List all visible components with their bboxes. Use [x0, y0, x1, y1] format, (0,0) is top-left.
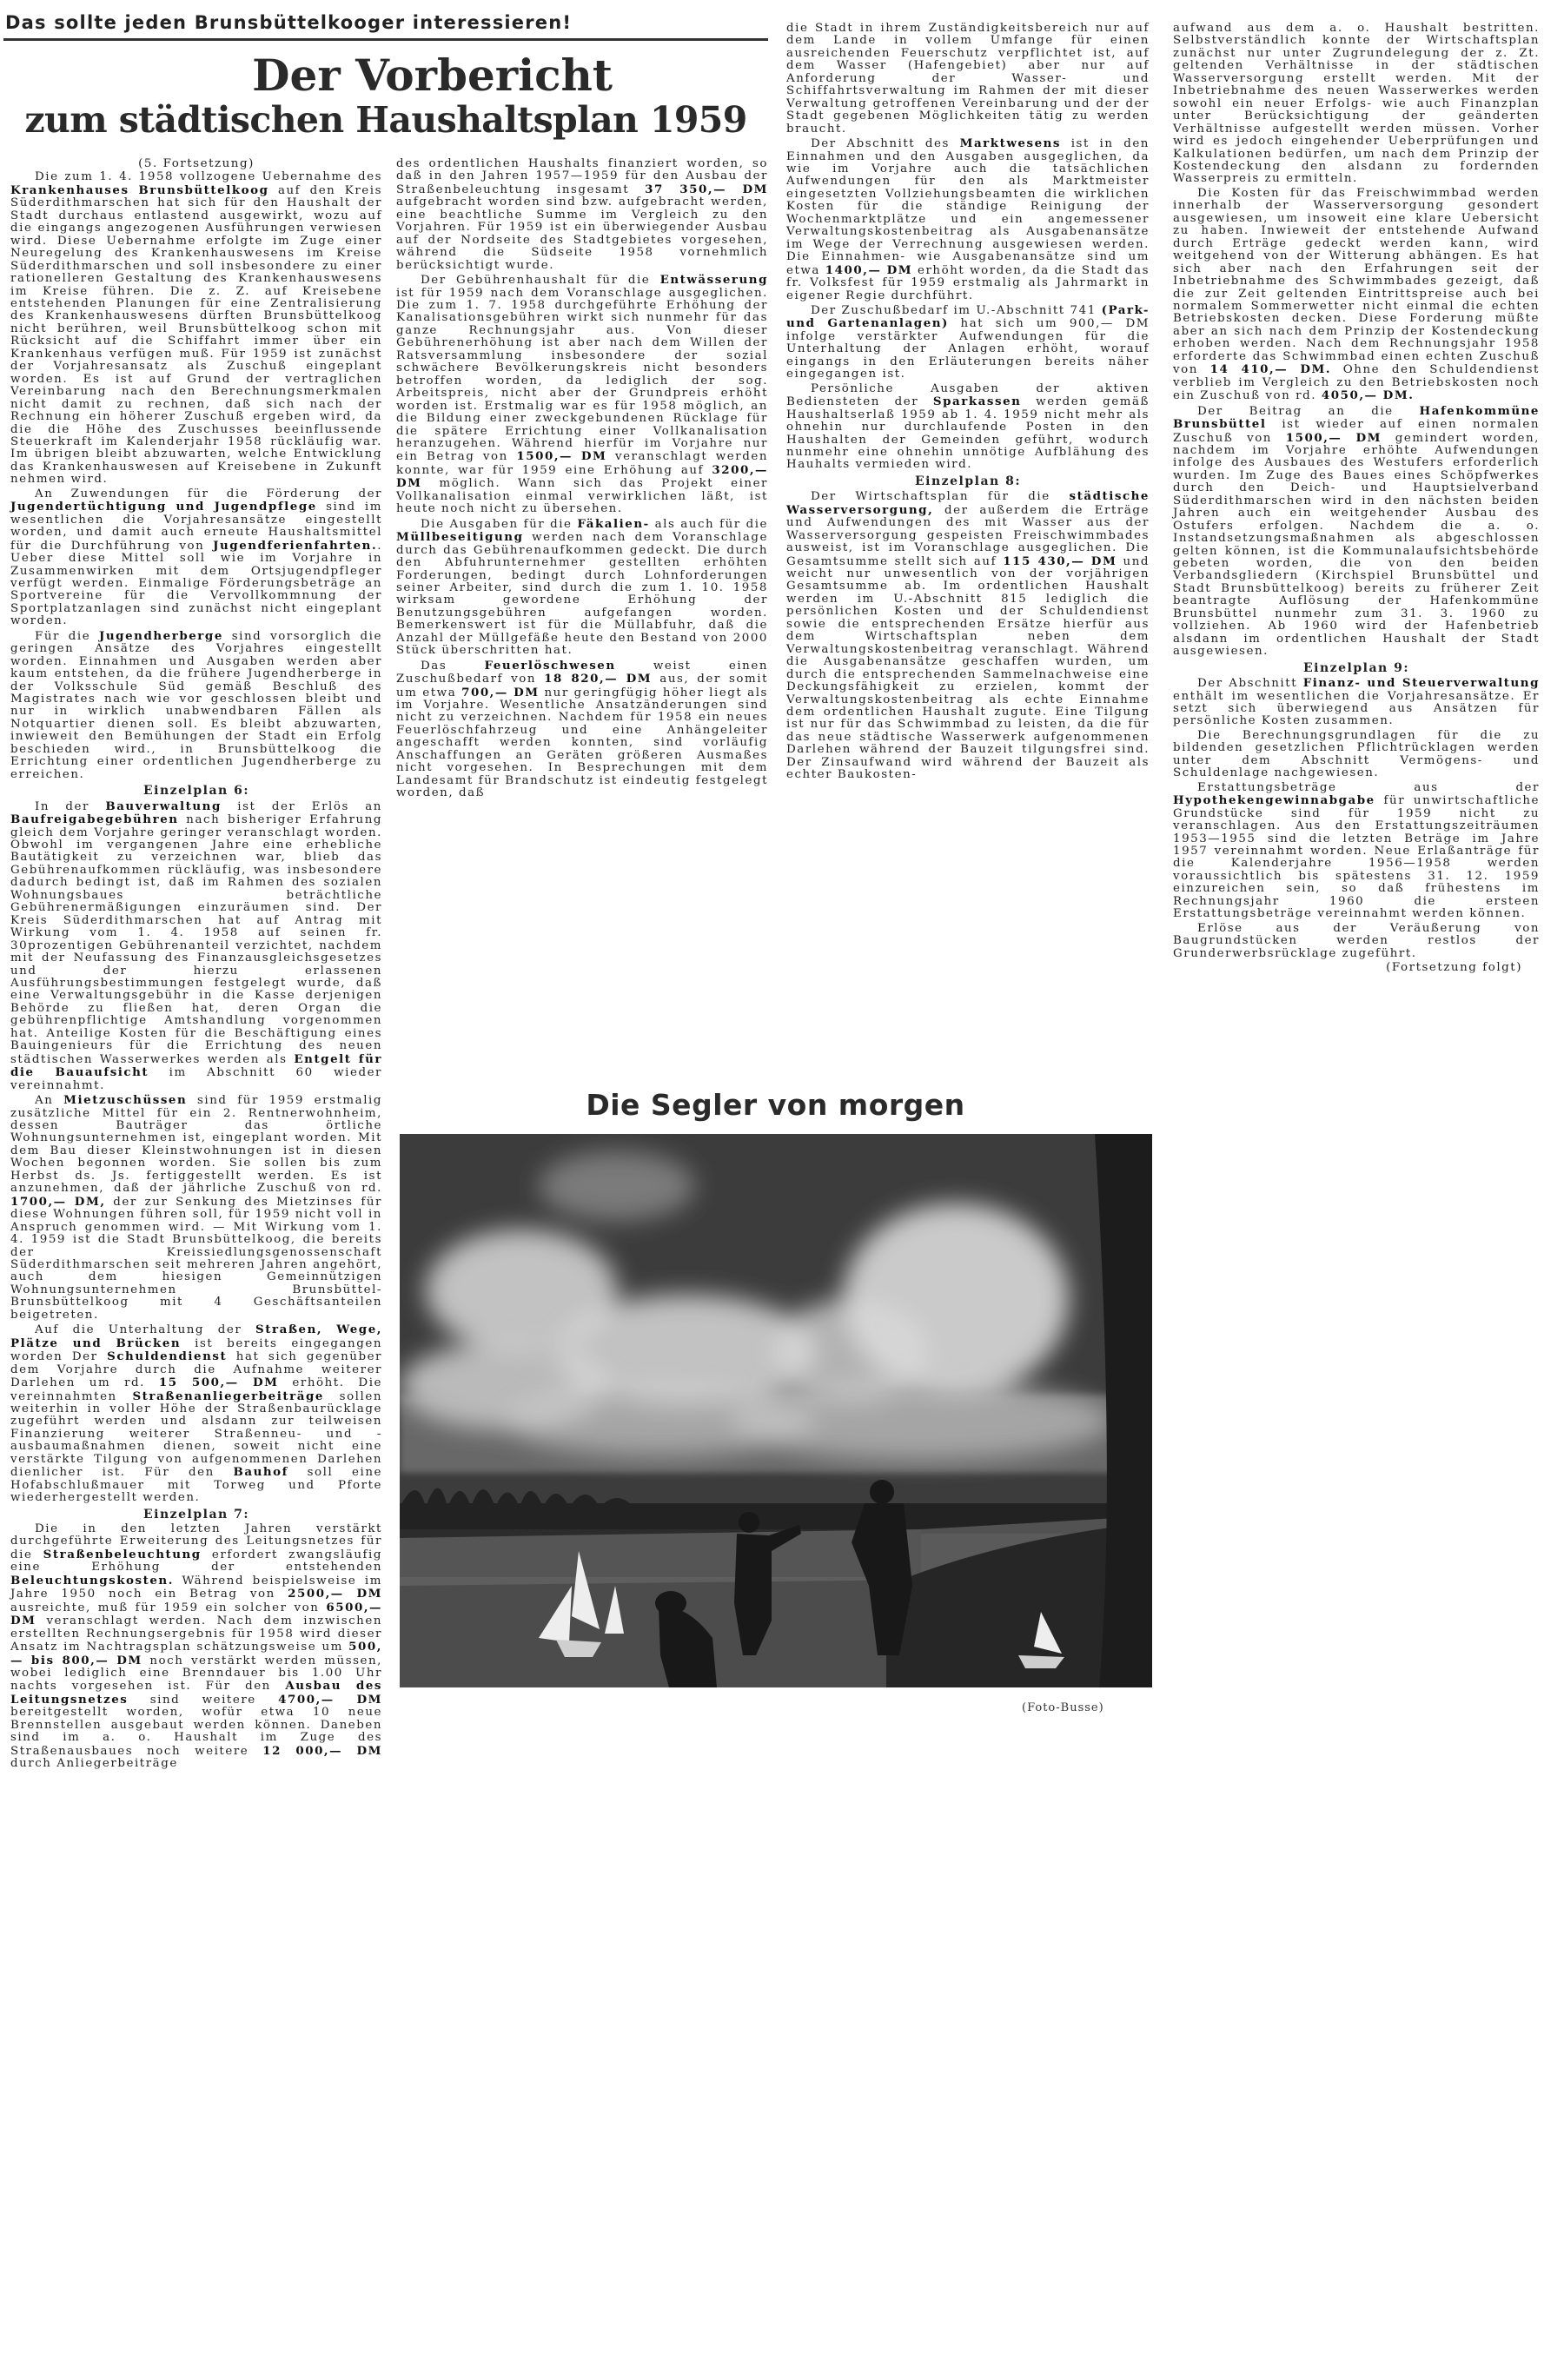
paragraph-text: Die in den letzten Jahren verstärkt durchgeführte Erweiterung des Leitungsnetzes für die	[10, 1522, 382, 1561]
paragraph-text: sind weitere	[128, 1693, 279, 1707]
kicker-rule	[3, 38, 768, 41]
paragraph-text: nach bisheriger Erfahrung gleich dem Vorjahre geringer veranschlagt worden. Obwohl im vergangenen Jahre eine erhebliche Bautätigkeit zu verzeichnen war, blieb das Gebührenaufkommen rückläufig, was insbesondere dadurch bedingt ist, daß im Rahmen des sozialen Wohnungsbaues beträchtliche Gebührenermäßigungen einzuräumen sind. Der Kreis Süderdithmarschen hat auf Antrag mit Wirkung vom 1. 4. 1958 auf seinen fr. 30prozentigen Gebührenanteil verzichtet, nachdem mit der Neufassung des Finanzausgleichsgesetzes und der hierzu erlassenen Ausführungsbestimmungen festgelegt wurde, daß eine Verwaltungsgebühr in die Kasse derjenigen Behörde zu fließen hat, deren Organ die gebührenpflichtige Amtshandlung vorgenommen hat. Anteilige Kosten für die Beschäftigung eines Bauingenieurs für die Errichtung des neuen städtischen Wasserwerkes werden als	[10, 813, 382, 1066]
bold-term: Marktwesens	[959, 136, 1062, 151]
paragraph-text: ist für 1959 nach dem Voranschlage ausgeglichen. Die zum 1. 7. 1958 durchgeführte Erhöhung der Kanalisationsgebühren wirkt sich nunmehr für das ganze Rechnungsjahr aus. Von dieser Gebührenerhöhung ist aber nach dem Willen der Ratsversammlung insbesondere der sozial schwächere Bevölkerungskreis nicht besonders betroffen worden, da lediglich der sog. Arbeitspreis, nicht aber der Grundpreis erhöht worden ist. Erstmalig war es für 1958 möglich, an die Bildung einer zweckgebundenen Rücklage für die spätere Errichtung einer Vollkanalisation heranzugehen. Während hierfür im Vorjahre nur ein Betrag von	[396, 286, 768, 464]
paragraph-text: hat sich gegenüber dem Vorjahre durch die Aufnahme weiterer Darlehen um rd.	[10, 1350, 383, 1390]
bold-term: Bauhof	[233, 1465, 288, 1480]
continued-note: (Fortsetzung folgt)	[1386, 961, 1522, 975]
article-column-4	[1173, 23, 1540, 977]
article-paragraph	[1173, 782, 1540, 921]
photo-model-sailboats	[400, 1134, 1152, 1687]
paragraph-text: Der Zuschußbedarf im U.-Abschnitt 741	[811, 303, 1102, 317]
paragraph-text: werden nach dem Voranschlage durch das Gebührenaufkommen gedeckt. Die durch den Abfuhrunternehmer gestellten erhöhten Forderungen, bedingt durch Lohnforderungen seiner Arbeiter, sind durch die zum 1. 10. 1958 wirksam gewordene Erhöhung der Benutzungsgebühren aufgefangen worden. Bemerkenswert ist für die Müllabfuhr, daß die Anzahl der Müllgefäße heute den Bestand von 2000 Stück überschritten hat.	[396, 531, 768, 658]
paragraph-text: soll eine Hofabschlußmauer mit Torweg und Pforte wiederhergestellt werden.	[10, 1466, 382, 1505]
headline-line-1: Der Vorbericht	[252, 50, 613, 101]
paragraph-text: An	[35, 1094, 64, 1108]
bold-term: Hypothekengewinnabgabe	[1173, 793, 1375, 808]
bold-term: 115 430,— DM	[1003, 554, 1117, 568]
bold-term: Jugendferienfahrten.	[213, 538, 378, 553]
paragraph-text: Der Beitrag an die	[1197, 404, 1420, 418]
photo-credit: (Foto-Busse)	[1022, 1701, 1104, 1714]
article-paragraph	[10, 1094, 382, 1322]
article-paragraph	[396, 274, 768, 516]
section-heading: Einzelplan 7:	[143, 1507, 249, 1521]
kicker-line: Das sollte jeden Brunsbüttelkooger interessieren!	[5, 12, 573, 33]
bold-term: 18 820,— DM	[544, 672, 653, 686]
bold-term: 12 000,— DM	[262, 1743, 382, 1758]
paragraph-text: und weicht nur unwesentlich von der vorjährigen Gesamtsumme ab. Im ordentlichen Haushalt werden im U.-Abschnitt 815 lediglich die persönlichen Kosten und der Schuldendienst sowie die entsprechenden Ersätze hierfür aus dem Wirtschaftsplan neben dem Verwaltungskostenbeitrag veranschlagt. Während die Ausgabenansätze geschaffen wurden, um durch die entsprechenden Sammelnachweise eine Deckungsfähigkeit zu erzielen, kommt der Verwaltungskostenbeitrag als echte Einnahme dem ordentlichen Haushalt zugute. Eine Tilgung ist nur für das Schwimmbad zu leisten, da die für das neue städtische Wasserwerk aufgenommenen Darlehen während der Bauzeit tilgungsfrei sind. Der Zinsaufwand wird während der Bauzeit als echter Baukosten-	[786, 554, 1150, 782]
paragraph-text: Während beispielsweise im Jahre 1950 noch ein Betrag von	[10, 1574, 382, 1601]
paragraph-text: die Stadt in ihrem Zuständigkeitsbereich nur auf dem Lande in vollem Umfange für einen ausreichenden Feuerschutz verpflichtet ist, auf dem Wasser (Hafengebiet) aber nur auf Anforderung der Wasser- und Schiffahrtsverwaltung im Rahmen der mit dieser Verwaltung getroffenen Vereinbarung und der der Stadt gegebenen Möglichkeiten tätig zu werden braucht.	[786, 22, 1150, 136]
paragraph-text: ist bereits eingegangen worden Der	[10, 1336, 382, 1364]
section-heading: Einzelplan 8:	[915, 474, 1021, 488]
article-paragraph	[10, 1323, 382, 1504]
paragraph-text: des ordentlichen Haushalts finanziert worden, so daß in den Jahren 1957—1959 für den Ausbau der Straßenbeleuchtung insgesamt	[396, 157, 768, 196]
paragraph-text: . Ueber diese Mittel soll wie im Vorjahre in Zusammenwirken mit dem Ortsjugendpfleger verfügt werden. Einmalige Förderungsbeträge an Sportvereine für die Vervollkommnung der Sportplatzanlagen sind zunächst nicht eingeplant worden.	[10, 539, 382, 628]
paragraph-text: für unwirtschaftliche Grundstücke sind für 1959 nicht zu veranschlagen. Aus den Erstattungszeiträumen 1953—1955 sind die letzten Beträge im Jahre 1957 vereinnahmt worden. Neue Erlaßanträge für die Kalenderjahre 1956—1958 werden voraussichtlich bis spätestens 31. 12. 1959 einzureichen sein, so daß frühestens im Rechnungsjahr 1960 die ersteen Erstattungsbeträge vereinnahmt werden können.	[1173, 794, 1540, 921]
paragraph-text: ist in den Einnahmen und den Ausgaben ausgeglichen, da wie im Vorjahre auch die tatsächlichen Aufwendungen für den als Marktmeister eingesetzten Vollziehungsbeamten die wirklichen Kosten für die ständige Reinigung der Wochenmarktplätze und ein angemessener Verwaltungskostenbeitrag als Ausgabenansätze im Wege der Verrechnung ausgewiesen werden. Die Einnahmen- wie Ausgabenansätze sind um etwa	[786, 137, 1150, 277]
bold-term: Sparkassen	[932, 394, 1022, 409]
article-paragraph	[1173, 923, 1540, 960]
bold-term: 2500,— DM	[288, 1587, 382, 1601]
paragraph-text: Der Abschnitt	[1197, 677, 1303, 691]
article-paragraph	[1173, 677, 1540, 728]
article-paragraph	[10, 800, 382, 1092]
paragraph-text: Persönliche Ausgaben der aktiven Bediensteten der	[786, 381, 1150, 409]
article-paragraph	[786, 383, 1150, 472]
paragraph-text: Erstattungsbeträge aus der	[1197, 780, 1540, 794]
bold-term: 4050,— DM.	[1321, 388, 1415, 403]
article-paragraph	[396, 158, 768, 272]
paragraph-text: sind für 1959 erstmalig zusätzliche Mittel für ein 2. Rentnerwohnheim, dessen Bauträger das örtliche Wohnungsunternehmen ist, eingeplant worden. Mit dem Bau dieser Kleinstwohnungen ist in diesen Wochen begonnen worden. Sie sollen bis zum Herbst ds. Js. fertiggestellt werden. Es ist anzunehmen, daß der jährliche Zuschuß von rd.	[10, 1094, 382, 1196]
bold-term: 1500,— DM	[516, 449, 607, 464]
paragraph-text: sind im wesentlichen die Vorjahresansätze eingestellt worden, und damit auch erneute Haushaltsmittel für die Durchführung von	[10, 501, 383, 553]
bold-term: 14 410,— DM.	[1209, 362, 1332, 377]
bold-term: Mietzuschüssen	[63, 1093, 188, 1108]
paragraph-text: als auch für die	[649, 517, 768, 531]
paragraph-text: enthält im wesentlichen die Vorjahresansätze. Er setzt sich überwiegend aus Ansätzen für persönliche Kosten zusammen.	[1173, 689, 1540, 728]
article-paragraph	[10, 630, 382, 781]
paragraph-text: sollen weiterhin in voller Höhe der Straßenbaurücklage zugeführt werden und alsdann zur teilweisen Finanzierung weiterer Straßenneu- und -ausbaumaßnahmen dienen, soweit nicht eine verstärkte Tilgung von aufgenommenen Darlehen dienlicher ist. Für den	[10, 1389, 382, 1480]
paragraph-text: Die Ausgaben für die	[421, 517, 578, 531]
bold-term: 15 500,— DM	[158, 1376, 279, 1390]
bold-term: Hafenkommüne Brunsbüttel	[1173, 403, 1540, 432]
paragraph-text: bereitgestellt worden, wofür etwa 10 neue Brennstellen ausgebaut werden können. Daneben sind im a. o. Haushalt im Zuge des Straßenausbaues noch weitere	[10, 1706, 382, 1758]
bold-term: Straßen, Wege, Plätze und Brücken	[10, 1323, 382, 1350]
bold-term: Müllbeseitigung	[396, 530, 524, 545]
paragraph-text: aufwand aus dem a. o. Haushalt bestritten. Selbstverständlich konnte der Wirtschaftsplan zunächst nur unter Zugrundelegung der z. Zt. geltenden Verhältnisse in der städtischen Wasserversorgung erstellt werden. Mit der Inbetriebnahme des neuen Wasserwerkes werden sowohl ein neuer Erfolgs- wie auch Finanzplan unter Berücksichtigung der geänderten Verhältnisse aufgestellt werden müssen. Vorher wird es jedoch eingehender Ueberprüfungen und Kalkulationen bedürfen, um nach dem Prinzip der Kostendeckung den alsdann zu fordernden Wasserpreis zu ermitteln.	[1173, 22, 1540, 186]
paragraph-text: nur geringfügig höher liegt als im Vorjahre. Wesentliche Ansatzänderungen sind nicht zu verzeichnen. Nachdem für 1958 ein neues Feuerlöschfahrzeug und eine Anhängeleiter angeschafft werden konnten, sind vorläufig Anschaffungen an Geräten größeren Ausmaßes nicht vorgesehen. In Besprechungen mit dem Landesamt für Brandschutz ist eindeutig festgelegt worden, daß	[396, 686, 768, 800]
bold-term: Schuldendienst	[107, 1349, 228, 1364]
bold-term: 1400,— DM	[825, 262, 913, 277]
paragraph-text: sind vorsorglich die geringen Ansätze des Vorjahres eingestellt worden. Einnahmen und Ausgaben werden aber kaum entstehen, da die frühere Jugendherberge in der Volksschule Süd gemäß Beschluß des Magistrates nach wie vor geschlossen bleibt und nur in wirklich unabwendbaren Fällen als Notquartier dienen soll. Es bleibt abzuwarten, inwieweit den Bemühungen der Stadt ein Erfolg beschieden wird., in Brunsbüttelkoog die Errichtung einer ordentlichen Jugendherberge zu erreichen.	[10, 629, 382, 781]
bold-term: 1500,— DM	[1285, 430, 1382, 445]
paragraph-text: der zur Senkung des Mietzinses für diese Wohnungen führen soll, für 1959 nicht voll in Anspruch genommen wird. — Mit Wirkung vom 1. 4. 1959 ist die Stadt Brunsbüttelkoog, die bereits der Kreissiedlungsgenossenschaft Süderdithmarschen seit mehreren Jahren angehört, auch dem hiesigen Gemeinnützigen Wohnungsunternehmen Brunsbüttel-Brunsbüttelkoog mit 4 Geschäftsanteilen beigetreten.	[10, 1195, 382, 1322]
paragraph-text: Die Berechnungsgrundlagen für die zu bildenden gesetzlichen Pflichtrücklagen werden unter dem Abschnitt Vermögens- und Schuldenlage nachgewiesen.	[1173, 728, 1540, 780]
paragraph-text: veranschlagt werden konnte, war für 1959 eine Erhöhung auf	[396, 450, 768, 477]
bold-term: 700,— DM	[461, 685, 540, 699]
article-column-3	[786, 23, 1150, 784]
article-paragraph	[396, 660, 768, 800]
paragraph-text: Ohne den Schuldendienst verblieb im Vergleich zu den Betriebskosten noch ein Zuschuß von rd.	[1173, 363, 1540, 403]
article-paragraph	[10, 1523, 382, 1771]
paragraph-text: durch Anliegerbeiträge	[10, 1757, 178, 1771]
paragraph-text: erhöht. Die vereinnahmten	[10, 1376, 382, 1403]
bold-term: Jugendherberge	[99, 628, 223, 643]
bold-term: Feuerlöschwesen	[484, 658, 616, 673]
article-column-2	[396, 158, 768, 802]
article-paragraph	[786, 137, 1150, 302]
paragraph-text: aufgebracht worden sind bzw. aufgebracht werden, eine beachtliche Summe im Vergleich zu den Vorjahren. Für 1959 ist ein überwiegender Ausbau auf der Nordseite des Stadtgebietes vorgesehen, während die Südseite 1958 vornehmlich berücksichtigt wurde.	[396, 196, 768, 272]
paragraph-text: möglich. Wann sich das Projekt einer Vollkanalisation einmal verwirklichen läßt, ist heute noch nicht zu übersehen.	[396, 477, 768, 516]
bold-term: städtische Wasserversorgung,	[786, 489, 1150, 517]
paragraph-text: der außerdem die Erträge und Aufwendungen des mit Wasser aus der Wasserversorgung gespeisten Freischwimmbades ausweist, ist im Voranschlage ausgeglichen. Die Gesamtsumme stellt sich auf	[786, 503, 1150, 568]
paragraph-text: ausreichte, muß für 1959 ein solcher von	[10, 1601, 327, 1614]
paragraph-text: Der Abschnitt des	[811, 137, 960, 151]
paragraph-text: ist der Erlös an	[221, 799, 382, 813]
paragraph-text: Der Wirtschaftsplan für die	[811, 490, 1070, 504]
bold-term: Entwässerung	[659, 273, 768, 288]
bold-term: 1700,— DM,	[10, 1194, 106, 1209]
article-paragraph	[1173, 405, 1540, 659]
paragraph-text: aus, der somit um etwa	[396, 673, 768, 699]
paragraph-text: Das	[421, 659, 485, 673]
bold-term: 37 350,— DM	[645, 182, 768, 196]
bold-term: Beleuchtungskosten.	[10, 1573, 174, 1588]
paragraph-text: erhöht worden, da die Stadt das fr. Volksfest für 1959 erstmalig als Jahrmarkt in eigener Regie durchführt.	[786, 263, 1150, 302]
paragraph-text: noch verstärkt werden müssen, wobei lediglich eine Brenndauer bis 1.00 Uhr nachts vorgesehen ist. Für den	[10, 1654, 382, 1694]
article-paragraph	[1173, 188, 1540, 403]
bold-term: Krankenhauses Brunsbüttelkoog	[10, 182, 269, 197]
article-paragraph	[786, 490, 1150, 781]
article-paragraph	[10, 171, 382, 486]
paragraph-text: Erlöse aus der Veräußerung von Baugrundstücken werden restlos der Grunderwerbsrücklage zugeführt.	[1173, 921, 1540, 960]
bold-term: Baufreigabegebühren	[10, 812, 179, 827]
paragraph-text: In der	[35, 799, 106, 813]
paragraph-text: ist wieder auf einen normalen Zuschuß von	[1173, 418, 1540, 445]
paragraph-text: auf den Kreis Süderdithmarschen hat sich für den Haushalt der Stadt durchaus entlastend ausgewirkt, wozu auf die eingangs angezogenen Ausführungen verwiesen wird. Diese Uebernahme erfolgte im Zuge einer Neuregelung des Krankenhauswesens im Kreise Süderdithmarschen und soll insbesondere zu einer rationelleren Gestaltung des Krankenhauswesens im Kreise führen. Die z. Z. auf Kreisebene entstehenden Planungen für eine Zentralisierung des Krankenhauswesens dürften Brunsbüttelkoog nicht berühren, weil Brunsbüttelkoog schon mit Rücksicht auf die Schiffahrt immer über ein Krankenhaus verfügen muß. Für 1959 ist zunächst der Vorjahresansatz als Zuschuß eingeplant worden. Es ist auf Grund der vertraglichen Vereinbarung nach den Berechnungsmerkmalen nicht damit zu rechnen, daß sich nach der Rechnung ein höherer Zuschuß ergeben wird, da die die Höhe des Zuschusses beeinflussende Steuerkraft im Kalenderjahr 1958 rückläufig war. Im übrigen bleibt abzuwarten, welche Entwicklung das Krankenhauswesen auf Kreisebene in Zukunft nehmen wird.	[10, 183, 382, 487]
bold-term: Fäkalien-	[577, 516, 650, 531]
article-paragraph	[396, 518, 768, 658]
paragraph-text: veranschlagt werden. Nach dem inzwischen erstellten Rechnungsergebnis für 1958 wird dieser Ansatz im Nachtragsplan schätzungsweise um	[10, 1614, 382, 1654]
bold-term: 500,— bis 800,— DM	[10, 1640, 382, 1667]
bold-term: Finanz- und Steuerverwaltung	[1302, 676, 1540, 691]
article-paragraph	[786, 304, 1150, 381]
headline-line-2: zum städtischen Haushaltsplan 1959	[24, 99, 747, 141]
bold-term: Straßenanliegerbeiträge	[132, 1389, 324, 1403]
bold-term: 3200,— DM	[396, 462, 768, 491]
paragraph-text: weist einen Zuschußbedarf von	[396, 659, 768, 686]
paragraph-text: werden gemäß Haushaltserlaß 1959 ab 1. 4. 1959 nicht mehr als ohnehin nur durchlaufende Posten in den Haushalten der Gemeinden geführt, wodurch nunmehr eine ohnehin unnötige Aufblähung des Hauhalts vermieden wird.	[786, 395, 1150, 472]
bold-term: Jugendertüchtigung und Jugendpflege	[10, 500, 317, 514]
bold-term: 6500,— DM	[10, 1600, 382, 1628]
paragraph-text: Auf die Unterhaltung der	[35, 1323, 256, 1337]
bold-term: (Park- und Gartenanlagen)	[786, 302, 1150, 331]
paragraph-text: Für die	[35, 629, 100, 643]
article-paragraph	[10, 488, 382, 628]
section-heading: Einzelplan 9:	[1303, 660, 1409, 675]
photo-headline: Die Segler von morgen	[586, 1088, 965, 1122]
paragraph-text: gemindert worden, nachdem im Vorjahre erhöhte Aufwendungen infolge des Ausbaues des Westufers erforderlich wurden. Im Zuge des Baues eines Schöpfwerkes durch den Deich- und Hauptsielverband Süderdithmarschen wird in den nächsten beiden Jahren auch ein weitgehender Ausbau des Ostufers erfolgen. Nachdem die a. o. Instandsetzungsmaßnahmen als abgeschlossen gelten können, ist die Kommunalaufsichtsbehörde gebeten worden, die von den beiden Verbandsgliedern (Kirchspiel Brunsbüttel und Stadt Brunsbüttelkoog) bereits zu früherer Zeit beantragte Auflösung der Hafenkommüne Brunsbüttel nunmehr zum 31. 3. 1960 zu vollziehen. Ab 1960 wird der Hafenbetrieb alsdann im ordentlichen Haushalt der Stadt ausgewiesen.	[1173, 431, 1540, 659]
bold-term: Ausbau des Leitungsnetzes	[10, 1679, 382, 1707]
paragraph-text: im Abschnitt 60 wieder vereinnahmt.	[10, 1066, 382, 1092]
article-column-1	[10, 158, 382, 1773]
paragraph-text: An Zuwendungen für die Förderung der	[35, 487, 382, 501]
bold-term: 4700,— DM	[278, 1692, 382, 1707]
bold-term: Entgelt für die Bauaufsicht	[10, 1051, 382, 1080]
paragraph-text: hat sich um 900,— DM infolge verstärkter Aufwendungen für die Unterhaltung der Anlagen erhöht, worauf eingangs in den Erläuterungen bereits näher eingegangen ist.	[786, 317, 1150, 381]
article-paragraph	[786, 23, 1150, 136]
continuation-note: (5. Fortsetzung)	[138, 157, 255, 170]
paragraph-text: Die zum 1. 4. 1958 vollzogene Uebernahme des	[35, 170, 382, 184]
bold-term: Straßenbeleuchtung	[43, 1547, 202, 1561]
paragraph-text: Der Gebührenhaushalt für die	[421, 274, 660, 288]
paragraph-text: Die Kosten für das Freischwimmbad werden innerhalb der Wasserversorgung gesondert ausgewiesen, um insoweit eine klare Uebersicht zu haben. Inwieweit der entstehende Aufwand durch Erträge gedeckt werden kann, wird weitgehend von der Witterung abhängen. Es hat sich aber nach den Erfahrungen seit der Inbetriebnahme des Schwimmbades gezeigt, daß die zur Zeit geltenden Eintrittspreise auch bei normalem Sommerwetter nicht einmal die echten Betriebskosten decken. Diese Forderung müßte aber an sich nach dem Prinzip der Kostendeckung erhoben werden. Nach dem Rechnungsjahr 1958 erforderte das Schwimmbad einen echten Zuschuß von	[1173, 186, 1540, 377]
article-paragraph	[1173, 23, 1540, 186]
section-heading: Einzelplan 6:	[143, 784, 249, 799]
article-paragraph	[1173, 730, 1540, 780]
bold-term: Bauverwaltung	[105, 799, 222, 813]
paragraph-text: erfordert zwangsläufig eine Erhöhung der entstehenden	[10, 1548, 382, 1575]
